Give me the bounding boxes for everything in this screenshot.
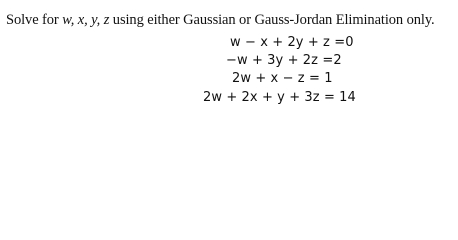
problem-instruction: [6, 11, 435, 29]
instruction-prefix: Solve for: [6, 12, 59, 28]
equation-4: 2w + 2x + y + 3z = 14: [203, 90, 356, 105]
equation-1: w − x + 2y + z =0: [230, 35, 354, 50]
instruction-suffix: using either Gaussian or Gauss-Jordan Elimination only.: [112, 12, 435, 28]
equation-3: 2w + x − z = 1: [232, 71, 333, 86]
instruction-variables: w, x, y, z: [62, 12, 110, 28]
equation-2: −w + 3y + 2z =2: [226, 53, 342, 68]
